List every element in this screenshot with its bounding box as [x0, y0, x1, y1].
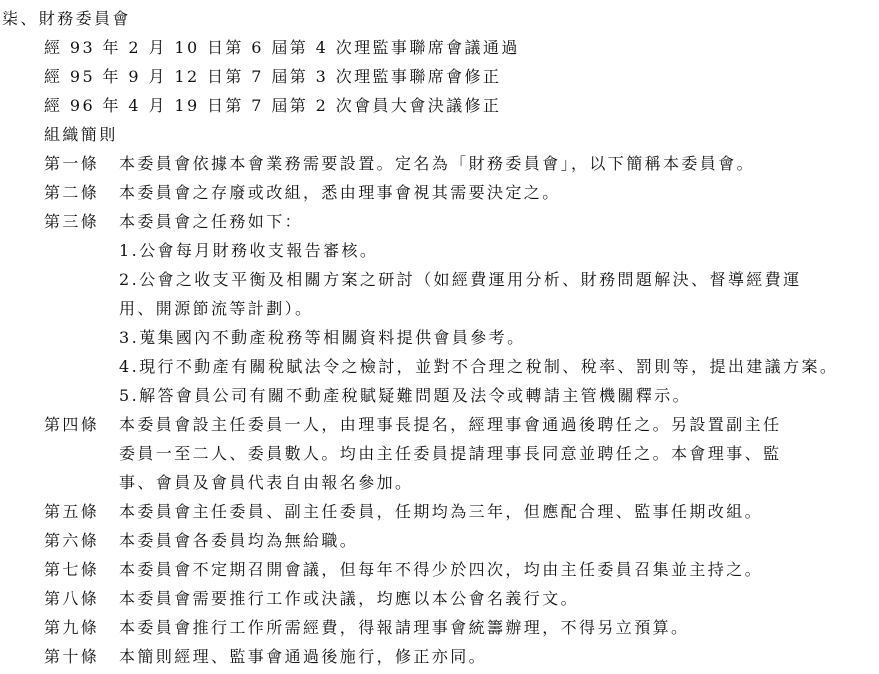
article-text: 本委員會不定期召開會議，但每年不得少於四次，均由主任委員召集並主持之。 [119, 560, 764, 579]
article-text: 本委員會需要推行工作或決議，均應以本公會名義行文。 [119, 589, 580, 608]
task-item-4: 4.現行不動產有關稅賦法令之檢討，並對不合理之稅制、稅率、罰則等，提出建議方案。 [119, 357, 839, 376]
article-text: 本委員會設主任委員一人，由理事長提名，經理事會通過後聘任之。另設置副主任 [119, 415, 782, 434]
article-label: 第八條 [44, 589, 100, 608]
article-6 [0, 526, 879, 555]
article-label: 第七條 [44, 560, 100, 579]
article-text: 本委員會之存廢或改組，悉由理事會視其需要決定之。 [119, 183, 561, 202]
article-9 [0, 613, 879, 642]
document-subtitle: 組織簡則 [44, 125, 118, 144]
article-3 [0, 207, 879, 236]
article-label: 第六條 [44, 531, 100, 550]
article-label: 第三條 [44, 212, 100, 231]
article-10 [0, 642, 879, 671]
article-label: 第四條 [44, 415, 100, 434]
article-text: 本委員會推行工作所需經費，得報請理事會統籌辦理，不得另立預算。 [119, 618, 690, 637]
article-2 [0, 178, 879, 207]
article-label: 第一條 [44, 154, 100, 173]
task-item-2: 2.公會之收支平衡及相關方案之研討（如經費運用分析、財務問題解決、督導經費運 [119, 270, 802, 289]
history-note: 經 93 年 2 月 10 日第 6 屆第 4 次理監事聯席會議通過 [44, 38, 520, 57]
article-label: 第十條 [44, 647, 100, 666]
article-7 [0, 555, 879, 584]
task-item-1: 1.公會每月財務收支報告審核。 [119, 241, 379, 260]
article-8 [0, 584, 879, 613]
history-note: 經 96 年 4 月 19 日第 7 屆第 2 次會員大會決議修正 [44, 96, 502, 115]
article-text: 本委員會各委員均為無給職。 [119, 531, 359, 550]
article-4-continued: 事、會員及會員代表自由報名參加。 [119, 473, 414, 492]
article-5 [0, 497, 879, 526]
history-note: 經 95 年 9 月 12 日第 7 屆第 3 次理監事聯席會修正 [44, 67, 502, 86]
article-label: 第二條 [44, 183, 100, 202]
article-text: 本委員會之任務如下： [119, 212, 304, 231]
article-4-continued: 委員一至二人、委員數人。均由主任委員提請理事長同意並聘任之。本會理事、監 [119, 444, 782, 463]
article-label: 第九條 [44, 618, 100, 637]
article-label: 第五條 [44, 502, 100, 521]
article-text: 本簡則經理、監事會通過後施行，修正亦同。 [119, 647, 488, 666]
article-text: 本委員會主任委員、副主任委員，任期均為三年，但應配合理、監事任期改組。 [119, 502, 764, 521]
task-item-5: 5.解答會員公司有關不動產稅賦疑難問題及法令或轉請主管機關釋示。 [119, 386, 692, 405]
article-text: 本委員會依據本會業務需要設置。定名為「財務委員會」，以下簡稱本委員會。 [119, 154, 756, 173]
article-4 [0, 410, 879, 439]
document-title: 柒、財務委員會 [2, 9, 131, 28]
article-1 [0, 149, 879, 178]
task-item-3: 3.蒐集國內不動產稅務等相關資料提供會員參考。 [119, 328, 526, 347]
task-item-2-continued: 用、開源節流等計劃）。 [119, 299, 314, 318]
